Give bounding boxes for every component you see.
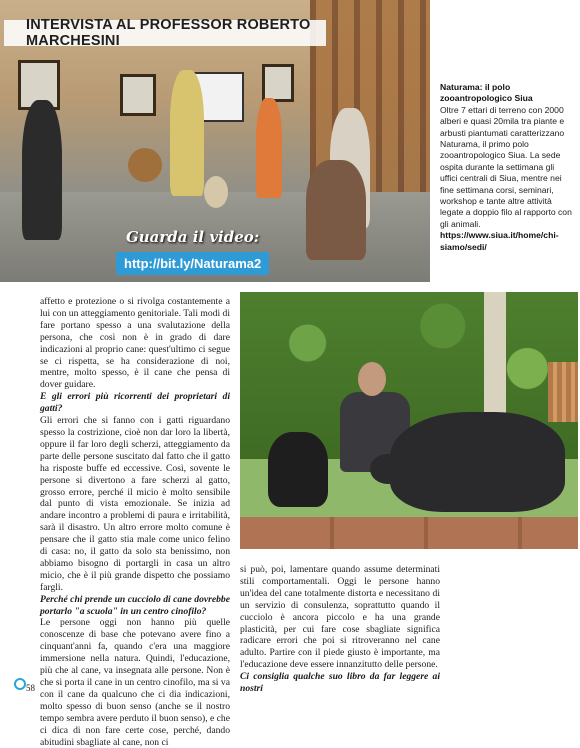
paragraph: si può, poi, lamentare quando assume determinati stili comportamentali. Oggi le persone hanno un'idea del cane totalmente distorta e necessitano di un servizio di consulenza, soprattutto quando il cucciolo è ancora piccolo e ha una grande plasticità, per cui fare cose sbagliate significa radicare errori che poi si ritroveranno nel cane adulto. Partire con il piede giusto è importante, ma l'educazione deve essere innanzitutto delle persone. [240, 564, 440, 671]
question: Ci consiglia qualche suo libro da far leggere ai nostri [240, 671, 440, 695]
seminar-group-photo [0, 0, 430, 282]
man-head [358, 362, 386, 396]
seated-person [22, 100, 62, 240]
question: E gli errori più ricorrenti dei proprietari di gatti? [40, 391, 230, 415]
article-title: INTERVISTA AL PROFESSOR ROBERTO MARCHESINI [26, 17, 311, 49]
wall-picture [262, 64, 294, 102]
video-call-to-action [116, 228, 269, 275]
page-number: 58 [26, 683, 35, 693]
article-column-left [40, 296, 230, 748]
black-pig [390, 412, 565, 512]
wooden-fence [548, 362, 578, 422]
dog [128, 148, 162, 182]
article-column-right [240, 564, 440, 695]
standing-person [256, 98, 282, 198]
standing-speaker [170, 70, 204, 196]
paragraph: affetto e protezione o si rivolga costantemente a lui con un atteggiamento genitoriale. Tali modi di fare portano spesso a una svalutazione della persona, che così non è in grado di dare indicazioni al proprio cane: quest'ultimo ci segue se ci rispetta, se ha considerazione di noi, mentre, molto spesso, è il cane che pensa di dover guidare. [40, 296, 230, 391]
article-title-band [4, 17, 326, 49]
seated-person [306, 160, 366, 260]
video-link[interactable]: http://bit.ly/Naturama2 [116, 252, 269, 275]
paragraph: Le persone oggi non hanno più quelle conoscenze di base che potevano avere fino a cinquant'anni fa, quando c'era una maggiore immersione nella natura. Quindi, l'educazione, più che al cane, va insegnata alle persone. Non è che si porta il cane in un centro cinofilo, ma si va con il cane da qualcuno che ci dia indicazioni, molto spesso di buon senso (anche se il nostro tempo sembra avere perduto il buon senso), e che ci dica di non fare certe cose, perché, dando abitudini sbagliate al cane, non ci [40, 617, 230, 748]
sidebar-box [440, 82, 574, 253]
sidebar-title: Naturama: il polo zooantropologico Siua [440, 82, 533, 104]
question: Perché chi prende un cucciolo di cane dovrebbe portarlo "a scuola" in un centro cinofilo? [40, 593, 230, 617]
sidebar-body: Oltre 7 ettari di terreno con 2000 alberi e quasi 20mila tra piante e arbusti piantumati caratterizzano Naturama, il primo polo zooantropologico Siua. La sede ospita durante la settimana gli uffici centrali di Siua, mentre nei fine settimana corsi, seminari, workshop e tante altre attività legate a doppio filo al rapporto con gli animali. [440, 104, 572, 229]
wall-picture [120, 74, 156, 116]
sidebar-url[interactable]: https://www.siua.it/home/chi-siamo/sedi/ [440, 230, 559, 252]
wooden-bench [240, 517, 578, 549]
video-label: Guarda il video: [125, 228, 260, 246]
paragraph: Gli errori che si fanno con i gatti riguardano spesso la costrizione, cioè non dar loro la libertà, oppure il far loro degli scherzi, atteggiamento da parte delle persone suscitato dal fatto che il gatto ha risposte buffe ed eccessive. Così, sovente le persone si divertono a fare scherzi al gatto, grosso errore, perché il micio è molto sensibile dal punto di vista emozionale. Se inizia ad andare incontro a problemi di paura e irritabilità, sarà il disastro. Un altro errore molto comune è pensare che il gatto stia male come unico felino di casa: no, il gatto da solo sta benissimo, non abbiamo bisogno di portargli in casa un altro micio, che è il più grande dispetto che possiamo fargli. [40, 415, 230, 593]
dog [204, 176, 228, 208]
pig-snout [370, 454, 406, 484]
man-with-pig-photo [240, 292, 578, 549]
black-dog [268, 432, 328, 507]
q-logo-icon [14, 678, 26, 690]
